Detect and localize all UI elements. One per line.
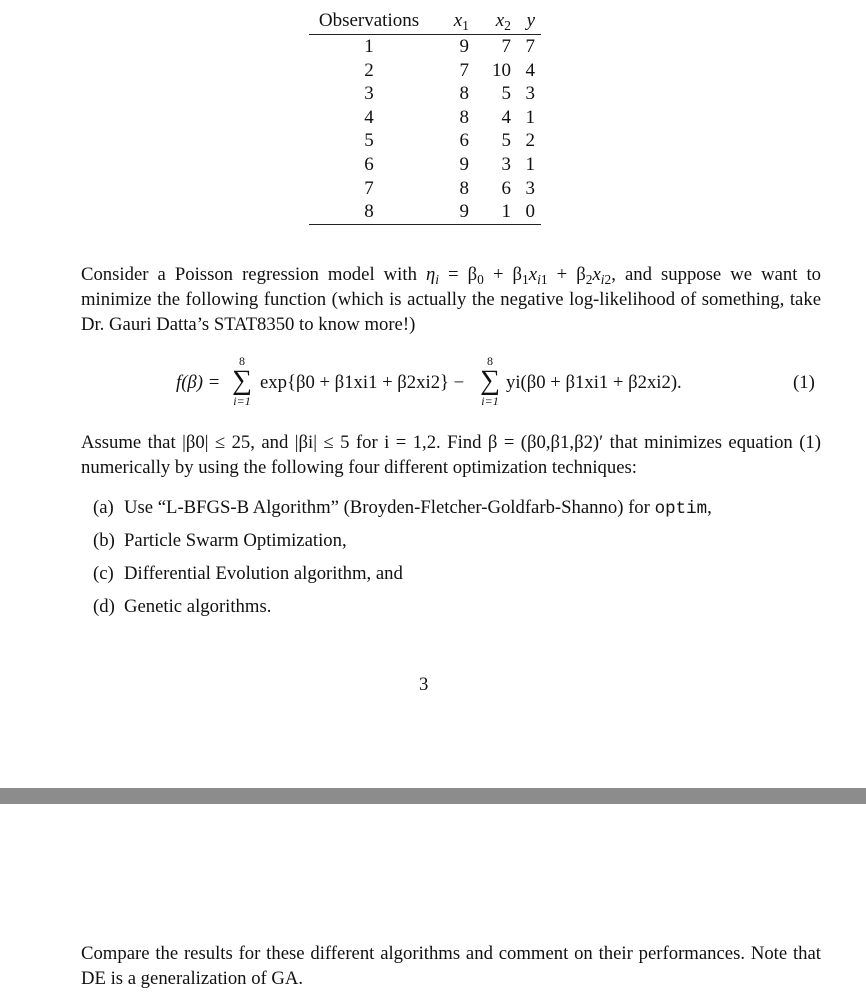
- header-observations: Observations: [318, 10, 420, 32]
- sum-operator-1: [230, 355, 254, 407]
- list-item: [93, 495, 712, 522]
- list-item-label: (a): [93, 497, 114, 518]
- intro-text-start: Consider a Poisson regression model with: [81, 264, 426, 285]
- code-optim: optim: [654, 499, 708, 519]
- list-item-label: (b): [93, 530, 115, 551]
- cell-x1: 6: [459, 130, 469, 152]
- cell-x1: 7: [459, 59, 469, 81]
- equation-1: [176, 355, 821, 415]
- cell-y: 0: [525, 201, 535, 223]
- cell-y: 1: [525, 106, 535, 128]
- cell-obs: 8: [364, 201, 374, 223]
- table-row: [309, 59, 541, 83]
- cell-x1: 8: [459, 106, 469, 128]
- sum-lower-limit: i=1: [233, 394, 251, 408]
- header-x2: $x_2$: [495, 10, 511, 34]
- cell-x2: 10: [492, 59, 511, 81]
- list-item: [93, 561, 403, 586]
- cell-x2: 5: [501, 130, 511, 152]
- cell-y: 2: [525, 130, 535, 152]
- list-item-tail: ,: [707, 497, 712, 518]
- page-number: 3: [419, 674, 429, 695]
- list-item: [93, 528, 347, 553]
- sum-upper-limit: 8: [239, 354, 245, 368]
- equation-lhs: f(β) =: [176, 372, 221, 393]
- table-row: [309, 129, 541, 153]
- table-row: [309, 177, 541, 201]
- cell-obs: 3: [364, 83, 374, 105]
- table-header-row: [309, 8, 541, 35]
- cell-x2: 3: [501, 153, 511, 175]
- page-divider: [0, 788, 866, 804]
- header-x1: $x_1$: [453, 10, 469, 34]
- list-item: [93, 594, 271, 619]
- table-row: [309, 200, 541, 224]
- eta-symbol: η: [425, 264, 436, 285]
- intro-text-end: , and suppose we want to minimize the following function (which is actually the negative log-likelihood of something, take Dr. Gauri Datta’s STAT8350 to know more!): [81, 264, 821, 335]
- cell-x2: 7: [501, 36, 511, 57]
- cell-x2: 4: [501, 106, 511, 128]
- observations-table: [309, 8, 541, 225]
- list-item-text: Particle Swarm Optimization,: [124, 530, 347, 551]
- eta-subscript: i: [435, 271, 439, 287]
- sigma-symbol: ∑: [480, 365, 500, 396]
- cell-obs: 2: [364, 59, 374, 81]
- cell-obs: 1: [364, 36, 374, 57]
- equation-term-1: exp{β0 + β1xi1 + β2xi2} −: [260, 372, 465, 393]
- sum-upper-limit: 8: [487, 354, 493, 368]
- equation-term-2: yi(β0 + β1xi1 + β2xi2).: [506, 372, 682, 393]
- cell-x1: 8: [459, 83, 469, 105]
- table-row: [309, 35, 541, 59]
- cell-x2: 5: [501, 83, 511, 105]
- cell-x1: 9: [459, 201, 469, 223]
- closing-paragraph: Compare the results for these different algorithms and comment on their performances. Note that DE is a generalization of GA.: [81, 943, 821, 989]
- cell-y: 1: [525, 153, 535, 175]
- cell-y: 7: [525, 36, 535, 57]
- intro-paragraph: Consider a Poisson regression model with $\eta_i = \beta_0 + \beta_1x_{i1} + \beta_2x_{i2}$, and suppose we want to minimize the following function (which is actually the negative log-likelihood of something, take Dr. Gauri Datta’s STAT8350 to know more!): [81, 264, 821, 335]
- equation-number: (1): [793, 372, 815, 393]
- header-y: y: [526, 10, 535, 32]
- cell-y: 3: [525, 83, 535, 105]
- cell-obs: 5: [364, 130, 374, 152]
- cell-x1: 9: [459, 153, 469, 175]
- cell-x2: 1: [501, 201, 511, 223]
- table-row: [309, 82, 541, 106]
- list-item-text: Differential Evolution algorithm, and: [124, 563, 403, 584]
- cell-x2: 6: [501, 177, 511, 199]
- model-rhs: = β: [439, 264, 478, 285]
- cell-obs: 7: [364, 177, 374, 199]
- table-row: [309, 153, 541, 177]
- list-item-label: (c): [93, 563, 114, 584]
- list-item-text: Genetic algorithms.: [124, 596, 272, 617]
- list-item-label: (d): [93, 596, 115, 617]
- sum-lower-limit: i=1: [481, 394, 499, 408]
- sigma-symbol: ∑: [232, 365, 252, 396]
- sum-operator-2: [478, 355, 502, 407]
- cell-x1: 8: [459, 177, 469, 199]
- cell-y: 3: [525, 177, 535, 199]
- list-item-text: Use “L-BFGS-B Algorithm” (Broyden-Fletcher-Goldfarb-Shanno) for: [124, 497, 655, 518]
- table-row: [309, 106, 541, 130]
- cell-obs: 6: [364, 153, 374, 175]
- cell-obs: 4: [364, 106, 374, 128]
- assume-paragraph: Assume that |β0| ≤ 25, and |βi| ≤ 5 for i = 1,2. Find β = (β0,β1,β2)′ that minimizes equation (1) numerically by using the following four different optimization techniques:: [81, 432, 821, 478]
- cell-x1: 9: [459, 36, 469, 57]
- cell-y: 4: [525, 59, 535, 81]
